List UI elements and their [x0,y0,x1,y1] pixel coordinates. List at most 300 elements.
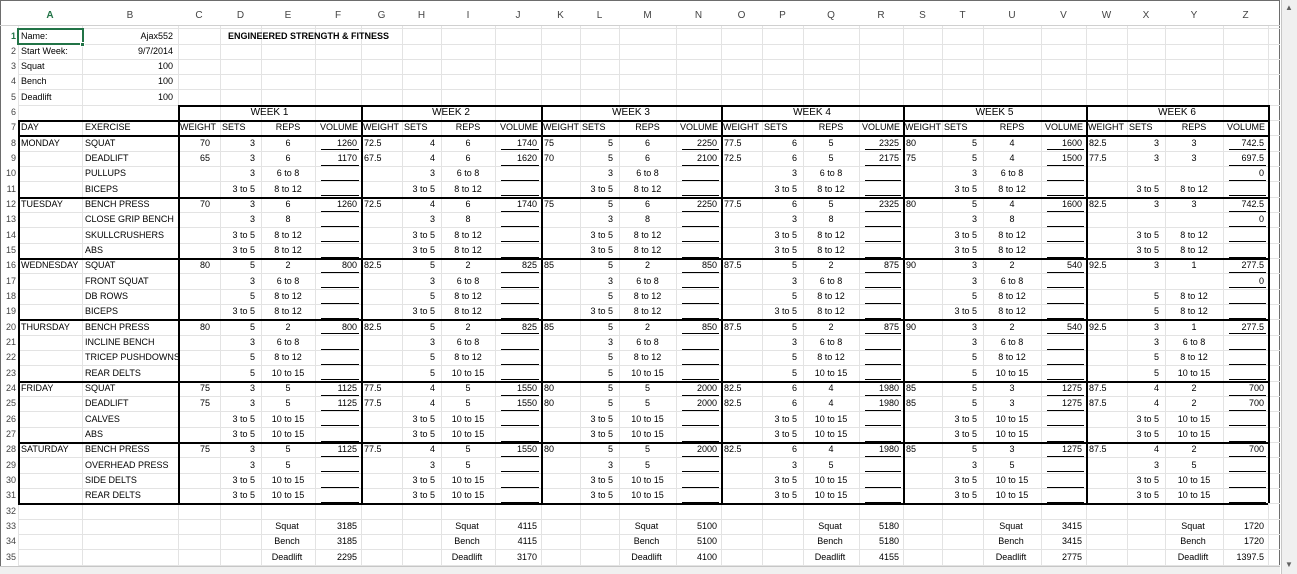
week-1-volume: 800 [341,321,357,332]
row-header-19[interactable]: 19 [5,306,16,317]
week-3-reps: 10 to 15 [631,429,664,440]
vertical-scrollbar[interactable] [1281,0,1297,574]
week-5-reps: 8 to 12 [998,183,1026,194]
total-label: Bench [274,536,300,547]
week-2-sets: 3 [429,168,435,179]
exercise-label: ABS [85,245,104,256]
week-1-sets: 3 [249,214,255,225]
week-header: WEEK 2 [432,107,470,119]
week-4-reps: 8 to 12 [817,352,845,363]
week-5-sets: 5 [971,383,977,394]
week-3-sets: 5 [607,352,613,363]
volume-underline [1047,456,1084,457]
volume-underline [865,287,901,288]
weight-header: WEIGHT [543,122,579,133]
exercise-label: CLOSE GRIP BENCH [85,214,174,225]
volume-underline [501,456,539,457]
column-header-e[interactable]: E [284,10,292,21]
exercise-header: EXERCISE [85,122,131,133]
volume-underline [682,272,719,273]
week-6-weight: 87.5 [1089,444,1107,455]
column-header-f[interactable]: F [334,10,342,21]
volume-underline [1229,180,1266,181]
column-header-v[interactable]: V [1060,10,1067,21]
week-6-volume: 0 [1258,275,1264,286]
row-header-4[interactable]: 4 [10,76,16,87]
row-header-1[interactable]: 1 [10,30,16,41]
week-4-sets: 6 [791,153,797,164]
volume-underline [1047,395,1084,396]
total-label: Deadlift [631,551,662,562]
row-header-8[interactable]: 8 [10,137,16,148]
column-header-c[interactable]: C [195,10,203,21]
sets-header: SETS [944,122,968,133]
volume-underline [682,303,719,304]
row-header-30[interactable]: 30 [5,475,16,486]
row-header-22[interactable]: 22 [5,352,16,363]
weight-header: WEIGHT [180,122,216,133]
column-header-j[interactable]: J [515,10,521,21]
exercise-label: BENCH PRESS [85,444,150,455]
column-header-h[interactable]: H [417,10,426,21]
row-header-31[interactable]: 31 [5,490,16,501]
total-value: 3185 [336,521,357,532]
volume-underline [682,333,719,334]
total-label: Bench [454,536,480,547]
column-header-x[interactable]: X [1142,10,1150,21]
total-label: Squat [275,521,299,532]
info-value: Ajax552 [140,30,173,41]
week-6-reps: 8 to 12 [1180,352,1208,363]
weight-header: WEIGHT [905,122,941,133]
week-6-reps: 10 to 15 [1177,490,1211,501]
week-3-reps: 6 to 8 [636,168,659,179]
week-3-reps: 10 to 15 [631,490,664,501]
column-header-q[interactable]: Q [827,10,835,21]
week-2-reps: 8 to 12 [454,229,482,240]
column-header-a[interactable]: A [46,10,54,21]
row-header-12[interactable]: 12 [5,199,16,210]
day-label: FRIDAY [21,383,54,394]
reps-header: REPS [275,122,301,133]
total-label: Deadlift [995,551,1027,562]
week-3-sets: 3 to 5 [590,229,613,240]
row-header-35[interactable]: 35 [5,551,16,562]
exercise-label: FRONT SQUAT [85,275,149,286]
week-4-reps: 10 to 15 [814,490,848,501]
week-3-sets: 3 to 5 [590,429,613,440]
volume-underline [501,272,539,273]
total-value: 2775 [1061,551,1082,562]
week-5-volume: 540 [1066,260,1082,271]
volume-underline [865,456,901,457]
week-1-volume: 1125 [337,383,357,394]
week-3-reps: 8 to 12 [633,352,662,363]
grid-row-line [18,273,1280,274]
grid-row-line [18,28,1280,29]
row-header-16[interactable]: 16 [5,260,16,271]
week-2-reps: 10 to 15 [451,367,485,378]
weight-header: WEIGHT [723,122,759,133]
exercise-label: CALVES [85,413,120,424]
grid-row-line [18,534,1280,535]
week-4-reps: 8 to 12 [817,245,845,256]
row-header-13[interactable]: 13 [5,214,16,225]
total-label: Bench [998,536,1024,547]
volume-underline [321,165,359,166]
volume-underline [1047,471,1084,472]
grid-row-line [18,488,1280,489]
week-4-reps: 8 to 12 [817,306,845,317]
row-header-17[interactable]: 17 [5,275,16,286]
week-2-weight: 72.5 [364,199,382,210]
weight-header: WEIGHT [363,122,399,133]
volume-header: VOLUME [861,122,900,133]
reps-header: REPS [818,122,844,133]
volume-underline [321,349,359,350]
week-1-sets: 3 to 5 [232,183,255,194]
row-header-32[interactable]: 32 [5,505,16,516]
week-1-sets: 3 to 5 [232,245,255,256]
week-2-sets: 3 to 5 [412,183,435,194]
row-header-21[interactable]: 21 [5,337,16,348]
week-3-reps: 6 [644,199,650,210]
week-3-reps: 8 to 12 [633,245,662,256]
column-header-z[interactable]: Z [1242,10,1249,21]
column-header-w[interactable]: W [1101,10,1112,21]
volume-underline [321,241,359,242]
week-5-sets: 3 to 5 [954,490,977,501]
week-6-volume: 0 [1258,214,1264,225]
week-4-sets: 3 to 5 [774,429,797,440]
column-header-b[interactable]: B [126,10,134,21]
row-header-34[interactable]: 34 [5,536,16,547]
grid-row-line [18,289,1280,290]
row-header-28[interactable]: 28 [5,444,16,455]
week-5-sets: 5 [971,199,977,210]
week-1-volume: 1170 [337,153,357,164]
row-header-20[interactable]: 20 [5,321,16,332]
week-2-volume: 1550 [516,444,537,455]
exercise-label: BICEPS [85,183,119,194]
week-2-reps: 8 to 12 [454,183,482,194]
week-2-sets: 3 to 5 [412,229,435,240]
week-2-sets: 4 [429,199,435,210]
week-6-sets: 3 to 5 [1136,413,1159,424]
week-3-reps: 8 to 12 [633,306,662,317]
week-3-reps: 8 to 12 [633,183,662,194]
info-label: Name: [21,30,48,41]
week-1-weight: 80 [199,321,210,332]
sets-header: SETS [582,122,606,133]
volume-underline [501,165,539,166]
week-2-sets: 3 to 5 [412,413,435,424]
week-6-reps: 10 to 15 [1177,475,1211,486]
week-5-reps: 8 to 12 [998,245,1026,256]
row-header-10[interactable]: 10 [5,168,16,179]
week-5-sets: 3 to 5 [954,475,977,486]
volume-header: VOLUME [499,122,538,133]
volume-underline [501,211,539,212]
volume-underline [1047,487,1084,488]
column-header-n[interactable]: N [694,10,703,21]
scroll-up-icon[interactable]: ▲ [1285,3,1293,12]
volume-underline [321,410,359,411]
week-1-sets: 3 [249,383,255,394]
week-4-reps: 5 [828,153,834,164]
week-6-reps: 2 [1191,383,1197,394]
week-2-weight: 77.5 [364,444,382,455]
week-header-top-border [178,105,1268,107]
row-header-5[interactable]: 5 [10,91,16,102]
day-label: TUESDAY [21,199,63,210]
week-3-reps: 6 to 8 [636,337,659,348]
week-3-weight: 70 [544,153,555,164]
week-5-reps: 4 [1009,137,1015,148]
row-header-9[interactable]: 9 [10,153,16,164]
week-6-reps: 10 to 15 [1177,367,1211,378]
volume-underline [682,211,719,212]
horizontal-scrollbar[interactable] [0,566,1280,574]
week-1-reps: 8 to 12 [274,306,302,317]
volume-underline [501,471,539,472]
week-2-reps: 5 [465,383,471,394]
row-header-26[interactable]: 26 [5,413,16,424]
volume-underline [865,471,901,472]
reps-header: REPS [455,122,481,133]
volume-underline [501,410,539,411]
volume-underline [682,180,719,181]
column-header-g[interactable]: G [377,10,386,21]
week-4-sets: 3 to 5 [774,183,797,194]
column-header-y[interactable]: Y [1190,10,1198,21]
week-5-reps: 6 to 8 [1000,337,1024,348]
volume-underline [1047,180,1084,181]
row-header-18[interactable]: 18 [5,291,16,302]
week-4-reps: 4 [828,398,834,409]
week-4-volume: 875 [883,260,899,271]
week-5-volume: 1275 [1061,444,1082,455]
column-header-u[interactable]: U [1008,10,1016,21]
week-6-sets: 3 [1153,321,1159,332]
week-2-reps: 10 to 15 [451,475,485,486]
row-header-6[interactable]: 6 [10,107,16,118]
week-2-weight: 72.5 [364,137,382,148]
week-4-volume: 2175 [878,153,899,164]
week-3-weight: 75 [544,199,555,210]
week-6-reps: 1 [1191,260,1197,271]
week-4-volume: 1980 [878,444,899,455]
grid-row-line [18,44,1280,45]
volume-underline [1047,272,1084,273]
week-6-weight: 82.5 [1089,199,1107,210]
volume-underline [321,333,359,334]
row-header-23[interactable]: 23 [5,367,16,378]
row-header-29[interactable]: 29 [5,459,16,470]
column-header-s[interactable]: S [919,10,926,21]
week-1-sets: 3 to 5 [232,429,255,440]
total-label: Squat [455,521,479,532]
week-5-weight: 85 [906,444,917,455]
week-2-sets: 4 [429,444,435,455]
volume-underline [682,349,719,350]
grid-row-line [18,411,1280,412]
week-3-sets: 3 to 5 [590,245,613,256]
row-header-7[interactable]: 7 [10,122,16,133]
column-header-r[interactable]: R [877,10,885,21]
row-header-2[interactable]: 2 [10,45,16,56]
info-label: Deadlift [21,91,52,102]
week-1-reps: 6 to 8 [276,275,300,286]
row-header-14[interactable]: 14 [5,229,16,240]
exercise-label: PULLUPS [85,168,127,179]
row-header-25[interactable]: 25 [5,398,16,409]
week-4-volume: 2325 [878,137,899,148]
row-header-15[interactable]: 15 [5,245,16,256]
week-5-weight: 80 [906,199,917,210]
table-left-border [18,120,20,503]
week-1-weight: 70 [199,137,210,148]
week-2-volume: 1620 [516,153,537,164]
week-4-sets: 3 [791,337,797,348]
volume-underline [865,272,901,273]
week-6-sets: 3 [1153,459,1159,470]
column-header-l[interactable]: L [596,10,603,21]
column-header-i[interactable]: I [466,10,470,21]
volume-underline [682,226,719,227]
week-3-sets: 5 [607,367,613,378]
day-label: SATURDAY [21,444,69,455]
total-value: 4155 [878,551,899,562]
week-2-reps: 5 [465,398,471,409]
week-4-volume: 2325 [878,199,899,210]
week-2-sets: 3 [429,459,435,470]
volume-underline [321,287,359,288]
week-5-reps: 3 [1009,398,1015,409]
week-6-sets: 4 [1153,383,1159,394]
row-header-27[interactable]: 27 [5,429,16,440]
week-3-sets: 3 to 5 [590,475,613,486]
week-2-volume: 1550 [516,383,537,394]
week-5-weight: 85 [906,383,917,394]
week-6-reps: 1 [1191,321,1197,332]
week-5-sets: 5 [971,352,977,363]
week-6-sets: 3 [1153,260,1159,271]
total-value: 5100 [696,521,717,532]
volume-underline [865,349,901,350]
column-header-k[interactable]: K [557,10,564,21]
volume-underline [501,487,539,488]
scroll-down-icon[interactable]: ▼ [1285,560,1293,569]
week-divider [1086,105,1088,503]
week-2-volume: 1740 [516,199,537,210]
week-header: WEEK 3 [612,107,650,119]
week-3-sets: 5 [607,383,613,394]
week-1-sets: 3 to 5 [232,413,255,424]
volume-underline [682,149,719,150]
week-2-weight: 82.5 [364,321,382,332]
column-header-m[interactable]: M [643,10,652,21]
column-header-t[interactable]: T [959,10,966,21]
week-6-reps: 8 to 12 [1180,306,1208,317]
week-4-sets: 6 [791,383,797,394]
week-2-sets: 5 [429,367,435,378]
week-1-sets: 3 [249,168,255,179]
column-header-d[interactable]: D [236,10,245,21]
info-value: 100 [157,91,173,102]
week-6-reps: 5 [1191,459,1197,470]
week-4-weight: 82.5 [724,444,742,455]
week-1-reps: 8 to 12 [274,229,302,240]
week-5-weight: 75 [906,153,917,164]
row-header-33[interactable]: 33 [5,521,16,532]
volume-underline [321,272,359,273]
column-header-o[interactable]: O [737,10,746,21]
total-value: 5180 [878,521,899,532]
week-6-reps: 2 [1191,398,1197,409]
week-4-reps: 2 [828,321,834,332]
week-1-reps: 8 to 12 [274,183,302,194]
info-label: Bench [21,76,47,87]
week-6-weight: 77.5 [1089,153,1107,164]
row-header-11[interactable]: 11 [6,183,16,194]
column-header-p[interactable]: P [779,10,786,21]
volume-header: VOLUME [1044,122,1083,133]
row-header-24[interactable]: 24 [5,383,16,394]
week-1-weight: 80 [199,260,210,271]
volume-underline [1047,349,1084,350]
week-4-reps: 5 [828,459,834,470]
grid-row-line [18,227,1280,228]
row-header-3[interactable]: 3 [10,61,16,72]
volume-underline [1229,211,1266,212]
column-header-divider [0,25,1280,26]
volume-underline [865,487,901,488]
volume-underline [682,364,719,365]
week-1-reps: 2 [285,260,291,271]
total-label: Bench [1180,536,1206,547]
week-1-reps: 10 to 15 [271,367,305,378]
reps-header: REPS [635,122,660,133]
total-label: Squat [1181,521,1205,532]
week-4-reps: 4 [828,383,834,394]
week-5-reps: 8 [1009,214,1015,225]
volume-underline [865,165,901,166]
volume-underline [321,364,359,365]
volume-underline [1047,241,1084,242]
week-3-reps: 2 [644,260,650,271]
exercise-label: INCLINE BENCH [85,337,155,348]
week-5-sets: 3 [971,321,977,332]
total-label: Squat [634,521,659,532]
day-label: MONDAY [21,137,60,148]
week-4-weight: 77.5 [724,137,742,148]
week-6-volume: 700 [1248,398,1264,409]
volume-underline [682,487,719,488]
sheet-title: ENGINEERED STRENGTH & FITNESS [228,30,390,41]
exercise-label: REAR DELTS [85,367,141,378]
week-5-sets: 3 [971,275,977,286]
volume-underline [321,487,359,488]
week-3-reps: 5 [644,459,650,470]
volume-underline [1229,241,1266,242]
week-5-sets: 5 [971,444,977,455]
volume-underline [1047,165,1084,166]
week-6-reps: 10 to 15 [1177,429,1211,440]
week-4-sets: 3 to 5 [774,475,797,486]
volume-underline [501,333,539,334]
week-2-reps: 6 [465,153,471,164]
